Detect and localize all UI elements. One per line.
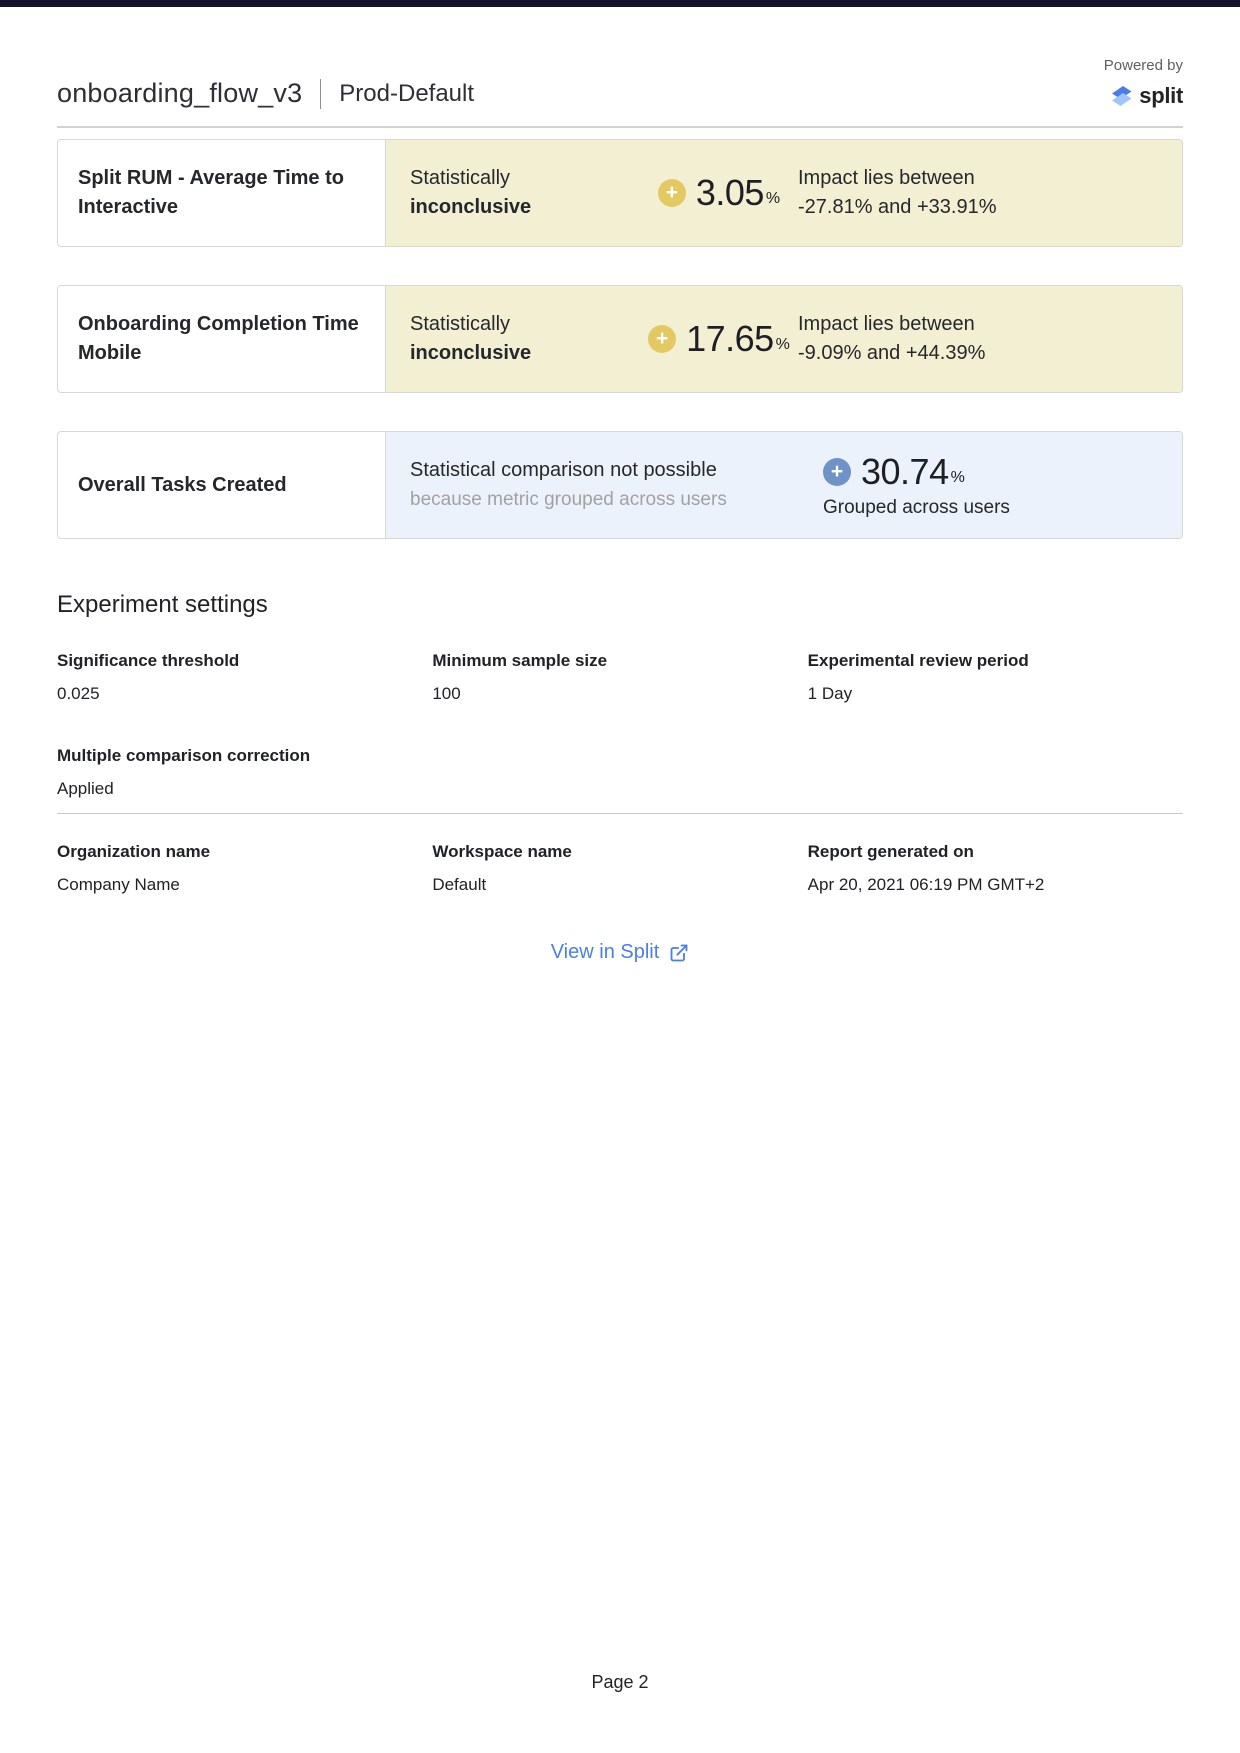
info-label: Report generated on (807, 842, 974, 861)
page-footer: Page 2 (591, 1672, 649, 1692)
setting-item (57, 651, 432, 704)
info-value: Company Name (57, 875, 180, 894)
report-content (0, 57, 1240, 964)
setting-value: Applied (57, 779, 114, 798)
setting-value: 100 (432, 684, 461, 703)
metric-result (386, 432, 1182, 538)
brand-logo-row (1110, 83, 1183, 109)
metric-delta-block (823, 451, 1058, 519)
metric-name: Overall Tasks Created (58, 432, 386, 538)
environment-name: Prod-Default (339, 79, 475, 107)
experiment-settings-grid (57, 651, 1183, 799)
info-label: Workspace name (432, 842, 572, 861)
delta-value: 3.05 (695, 172, 764, 213)
status-line-1: Statistically (410, 313, 511, 335)
setting-value: 0.025 (57, 684, 100, 703)
status-line-2: inconclusive (410, 342, 532, 364)
metric-name: Split RUM - Average Time to Interactive (58, 140, 386, 246)
metric-delta (823, 451, 965, 493)
setting-item (57, 746, 432, 799)
setting-label: Experimental review period (807, 651, 1029, 670)
setting-label: Significance threshold (57, 651, 240, 670)
metric-card (57, 285, 1183, 393)
impact-line-2: -27.81% and +33.91% (798, 196, 997, 218)
metric-delta (640, 318, 798, 360)
report-info-grid (57, 842, 1183, 895)
title-row (57, 78, 474, 109)
plus-icon: + (648, 325, 676, 353)
info-value: Apr 20, 2021 06:19 PM GMT+2 (807, 875, 1045, 894)
setting-label: Multiple comparison correction (57, 746, 311, 765)
brand-name: split (1139, 83, 1183, 108)
info-item (432, 842, 807, 895)
top-accent-bar (0, 0, 1240, 7)
metric-result (386, 286, 1182, 392)
view-link-row (57, 941, 1183, 964)
title-separator (320, 79, 321, 109)
metric-impact (798, 310, 1048, 368)
metric-result (386, 140, 1182, 246)
powered-by-label: Powered by (1103, 57, 1183, 74)
status-line-2: inconclusive (410, 196, 532, 218)
setting-item (432, 651, 807, 704)
section-divider (57, 813, 1183, 814)
metric-impact (798, 164, 1048, 222)
status-line-1: Statistically (410, 167, 511, 189)
info-value: Default (432, 875, 487, 894)
impact-line-1: Impact lies between (798, 167, 975, 189)
delta-unit: % (765, 190, 781, 207)
info-item (57, 842, 432, 895)
setting-value: 1 Day (807, 684, 853, 703)
setting-item (808, 651, 1183, 704)
external-link-icon (669, 943, 689, 963)
metric-name: Onboarding Completion Time Mobile (58, 286, 386, 392)
impact-line-2: -9.09% and +44.39% (798, 342, 986, 364)
metric-cards (57, 139, 1183, 539)
delta-unit: % (950, 469, 965, 486)
metric-status (410, 164, 640, 222)
experiment-settings-title: Experiment settings (57, 591, 268, 618)
info-label: Organization name (57, 842, 211, 861)
plus-icon: + (823, 458, 851, 486)
metric-card (57, 431, 1183, 539)
info-item (808, 842, 1183, 895)
delta-caption: Grouped across users (823, 497, 1010, 518)
view-in-split-label: View in Split (550, 941, 660, 963)
setting-label: Minimum sample size (432, 651, 608, 670)
metric-status (410, 456, 823, 514)
status-line-2: because metric grouped across users (410, 489, 727, 510)
delta-value: 30.74 (861, 451, 949, 492)
experiment-name: onboarding_flow_v3 (57, 78, 303, 108)
report-header (57, 57, 1183, 109)
metric-status (410, 310, 640, 368)
metric-delta (640, 172, 798, 214)
impact-line-1: Impact lies between (798, 313, 975, 335)
split-logo-icon (1110, 83, 1133, 109)
header-rule (57, 126, 1183, 128)
metric-card (57, 139, 1183, 247)
status-line-1: Statistical comparison not possible (410, 459, 717, 481)
brand-block (1104, 57, 1183, 109)
plus-icon: + (658, 179, 686, 207)
delta-unit: % (775, 336, 790, 353)
view-in-split-link[interactable] (551, 941, 690, 964)
delta-value: 17.65 (686, 318, 774, 359)
